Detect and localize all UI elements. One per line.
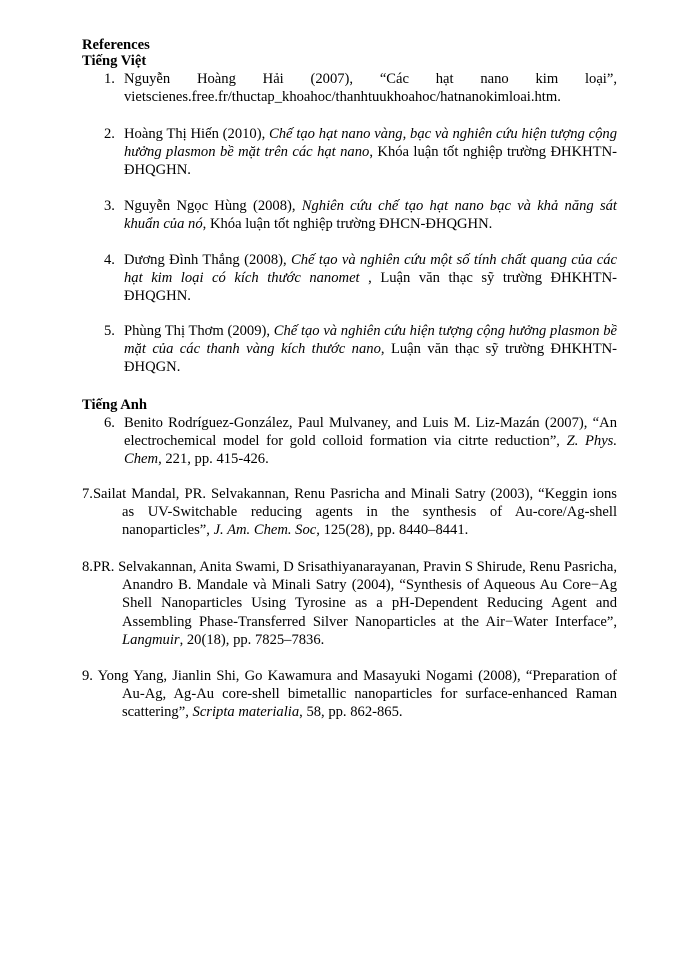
reference-authors: Dương Đình Thắng (2008), xyxy=(124,252,292,268)
reference-item-3 xyxy=(104,197,617,233)
reference-source: , Khóa luận tốt nghiệp trường ĐHKHTN-ĐHQGHN. xyxy=(124,144,617,179)
reference-text xyxy=(104,251,617,306)
reference-text xyxy=(104,322,617,377)
reference-journal: J. Am. Chem. Soc xyxy=(213,522,317,539)
reference-number: 2. xyxy=(104,126,115,142)
reference-item-9 xyxy=(82,667,617,722)
reference-title: Chế tạo hạt nano vàng, bạc và nghiên cứu hiện tượng cộng hưởng plasmon bề mặt trên các hạt nano xyxy=(124,126,617,161)
reference-number: 1. xyxy=(104,71,115,87)
reference-text xyxy=(104,125,617,180)
reference-source: , Luận văn thạc sỹ trường ĐHKHTN-ĐHQGHN. xyxy=(124,270,618,305)
reference-number: 6. xyxy=(104,415,115,431)
reference-authors: Benito Rodríguez-González, Paul Mulvaney, and Luis M. Liz-Mazán (2007), “An electrochemical model for gold colloid formation via citrte reduction”, xyxy=(124,415,617,450)
reference-item-2 xyxy=(104,125,617,180)
reference-source: , Khóa luận tốt nghiệp trường ĐHCN-ĐHQGHN. xyxy=(202,216,493,233)
reference-source: , Luận văn thạc sỹ trường ĐHKHTN-ĐHQGN. xyxy=(124,341,618,376)
reference-item-8 xyxy=(82,558,617,649)
reference-item-1 xyxy=(104,70,617,106)
reference-authors: 7.Sailat Mandal, PR. Selvakannan, Renu Pasricha and Minali Satry (2003), “Keggin ions as UV-Switchable reducing agents in the synthesis of Au-core/Ag-shell nanoparticles”, xyxy=(82,486,617,539)
reference-text xyxy=(104,197,617,233)
reference-journal: Scripta materialia xyxy=(192,704,300,721)
reference-authors: Hoàng Thị Hiến (2010), xyxy=(124,126,270,142)
reference-number: 3. xyxy=(104,198,115,214)
section-heading-tieng-viet: Tiếng Việt xyxy=(82,53,147,69)
reference-text: Nguyễn Hoàng Hải (2007), “Các hạt nano kim loại”, vietscienes.free.fr/thuctap_khoahoc/thanhtuukhoahoc/hatnanokimloai.htm. xyxy=(124,71,617,106)
reference-authors: 8.PR. Selvakannan, Anita Swami, D Srisathiyanarayanan, Pravin S Shirude, Renu Pasricha, Anandro B. Mandale và Minali Satry (2004), “Synthesis of Aqueous Au Core−Ag Shell Nanoparticles Using Tyrosine as a pH-Dependent Reducing Agent and Assembling Phase-Transferred Silver Nanoparticles at the Air−Water Interface”, xyxy=(82,559,617,630)
section-heading-tieng-anh: Tiếng Anh xyxy=(82,397,148,413)
reference-text xyxy=(82,485,617,540)
reference-title: Nghiên cứu chế tạo hạt nano bạc và khả năng sát khuẩn của nó xyxy=(124,198,617,233)
reference-item-7 xyxy=(82,485,617,540)
reference-source: , 221, pp. 415-426. xyxy=(158,451,269,468)
reference-title: Chế tạo và nghiên cứu hiện tượng cộng hưởng plasmon bề mặt của các thanh vàng kích thước nano xyxy=(124,323,617,358)
reference-text xyxy=(104,414,617,469)
reference-authors: Phùng Thị Thơm (2009), xyxy=(124,323,274,339)
reference-journal: Langmuir xyxy=(122,631,180,648)
reference-authors: Nguyễn Ngọc Hùng (2008), xyxy=(124,198,302,214)
reference-authors: 9. Yong Yang, Jianlin Shi, Go Kawamura and Masayuki Nogami (2008), “Preparation of Au-Ag, Ag-Au core-shell bimetallic nanoparticles for surface-enhanced Raman scattering”, xyxy=(82,668,617,721)
reference-text xyxy=(82,667,617,722)
reference-text xyxy=(82,558,617,649)
reference-item-6 xyxy=(104,414,617,469)
reference-source: , 20(18), pp. 7825–7836. xyxy=(179,631,325,648)
reference-journal: Z. Phys. Chem xyxy=(124,433,618,468)
reference-item-5 xyxy=(104,322,617,377)
reference-source: , 58, pp. 862-865. xyxy=(299,704,403,721)
reference-title: Chế tạo và nghiên cứu một số tính chất quang của các hạt kim loại có kích thước nanomet xyxy=(124,252,617,287)
reference-number: 4. xyxy=(104,252,115,268)
reference-item-4 xyxy=(104,251,617,306)
reference-number: 5. xyxy=(104,323,115,339)
reference-source: , 125(28), pp. 8440–8441. xyxy=(316,522,469,539)
references-heading: References xyxy=(82,37,150,53)
